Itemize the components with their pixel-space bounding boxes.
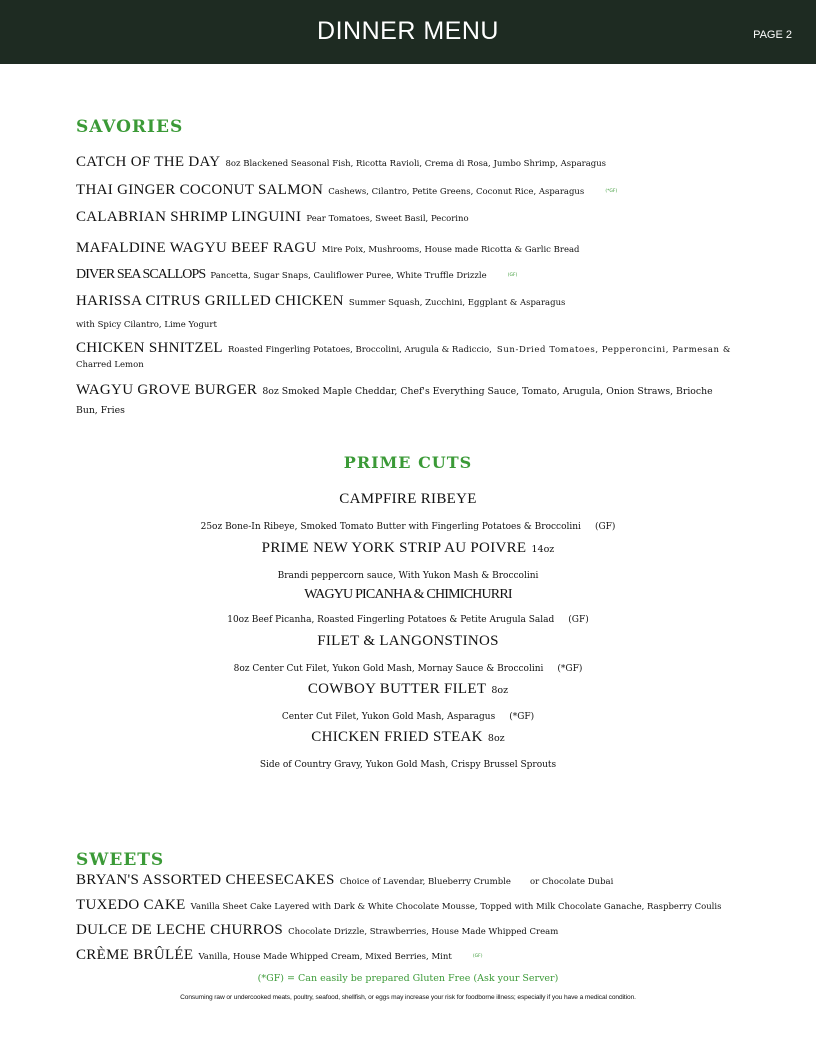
cut-heading xyxy=(0,537,816,557)
disclaimer: Consuming raw or undercooked meats, poultry, seafood, shellfish, or eggs may increase your risk for foodborne illness; especially if you have a medical condition. xyxy=(180,994,636,1001)
cut-line xyxy=(0,607,816,626)
item-name: MAFALDINE WAGYU BEEF RAGU xyxy=(76,240,317,256)
menu-item xyxy=(76,208,726,227)
menu-item xyxy=(76,946,726,965)
cut-desc: 8oz Center Cut Filet, Yukon Gold Mash, Mornay Sauce & Broccolini xyxy=(233,664,544,674)
cut-line xyxy=(0,704,816,723)
cut-heading xyxy=(0,726,816,746)
item-desc: Cashews, Cilantro, Petite Greens, Coconut Rice, Asparagus xyxy=(328,187,585,197)
menu-item xyxy=(76,153,726,172)
menu-item xyxy=(76,265,726,284)
menu-item xyxy=(76,239,726,258)
item-desc: Charred Lemon xyxy=(76,360,144,370)
menu-item xyxy=(76,871,726,890)
cut-name: CHICKEN FRIED STEAK xyxy=(311,729,483,745)
item-desc: Sun-Dried Tomatoes, Pepperoncini, Parmesan & xyxy=(496,345,732,355)
savories-title: SAVORIES xyxy=(76,117,184,137)
item-name: DULCE DE LECHE CHURROS xyxy=(76,922,284,938)
cut-heading xyxy=(0,488,816,508)
cut-heading xyxy=(0,583,816,603)
item-name: CALABRIAN SHRIMP LINGUINI xyxy=(76,209,302,225)
menu-item xyxy=(76,181,726,200)
item-desc: or Chocolate Dubai xyxy=(529,877,614,887)
cut-line xyxy=(0,752,816,771)
gf-marker: (GF) xyxy=(507,273,518,278)
item-name: CATCH OF THE DAY xyxy=(76,154,221,170)
gf-marker: (*GF) xyxy=(557,664,583,674)
item-desc: Roasted Fingerling Potatoes, Broccolini, Arugula & Radiccio, xyxy=(227,345,492,355)
cut-line xyxy=(0,656,816,675)
cut-name: FILET & LANGONSTINOS xyxy=(317,633,499,649)
menu-item xyxy=(76,341,736,371)
item-desc: Vanilla Sheet Cake Layered with Dark & White Chocolate Mousse, Topped with Milk Chocolate Ganache, Raspberry Coulis xyxy=(190,902,722,912)
item-name: CHICKEN SHNITZEL xyxy=(76,340,223,356)
item-desc: Summer Squash, Zucchini, Eggplant & Asparagus xyxy=(348,298,566,308)
cut-line xyxy=(0,514,816,533)
sweets-title: SWEETS xyxy=(76,850,165,870)
menu-item xyxy=(76,896,756,915)
item-desc: Mire Poix, Mushrooms, House made Ricotta & Garlic Bread xyxy=(321,245,580,255)
prime-cuts-title: PRIME CUTS xyxy=(343,453,473,472)
cut-oz: 8oz xyxy=(487,733,505,744)
gf-marker: (*GF) xyxy=(605,189,618,194)
item-desc: 8oz Blackened Seasonal Fish, Ricotta Ravioli, Crema di Rosa, Jumbo Shrimp, Asparagus xyxy=(225,159,607,169)
gf-note-line xyxy=(0,966,816,985)
item-desc: Choice of Lavendar, Blueberry Crumble xyxy=(339,877,511,887)
item-name: BRYAN'S ASSORTED CHEESECAKES xyxy=(76,872,335,888)
cut-desc: Brandi peppercorn sauce, With Yukon Mash & Broccolini xyxy=(277,571,539,581)
item-name: HARISSA CITRUS GRILLED CHICKEN xyxy=(76,293,344,309)
cut-desc: 25oz Bone-In Ribeye, Smoked Tomato Butter with Fingerling Potatoes & Broccolini xyxy=(200,522,581,532)
header-banner xyxy=(0,0,816,64)
cut-name: CAMPFIRE RIBEYE xyxy=(339,491,477,507)
disclaimer-line xyxy=(0,984,816,1003)
item-desc: Chocolate Drizzle, Strawberries, House Made Whipped Cream xyxy=(288,927,559,937)
menu-item xyxy=(76,921,726,940)
cut-desc: Center Cut Filet, Yukon Gold Mash, Asparagus xyxy=(281,712,496,722)
cut-heading xyxy=(0,678,816,698)
item-desc: 8oz Smoked Maple Cheddar, Chef's Everything Sauce, Tomato, Arugula, Onion Straws, Brioche Bun, Fries xyxy=(76,386,713,416)
gf-note: (*GF) = Can easily be prepared Gluten Free (Ask your Server) xyxy=(257,973,559,984)
item-name: TUXEDO CAKE xyxy=(76,897,186,913)
cut-line xyxy=(0,563,816,582)
item-desc: Pancetta, Sugar Snaps, Cauliflower Puree, White Truffle Drizzle xyxy=(210,271,487,281)
cut-oz: 14oz xyxy=(531,544,555,555)
item-name: CRÈME BRÛLÉE xyxy=(76,947,194,963)
item-desc: Vanilla, House Made Whipped Cream, Mixed Berries, Mint xyxy=(198,952,452,962)
cut-heading xyxy=(0,630,816,650)
item-desc: Pear Tomatoes, Sweet Basil, Pecorino xyxy=(306,214,469,224)
cut-name: PRIME NEW YORK STRIP AU POIVRE xyxy=(261,540,527,556)
gf-marker: (GF) xyxy=(594,522,616,532)
cut-name: WAGYU PICANHA & CHIMICHURRI xyxy=(304,587,512,602)
cut-desc: Side of Country Gravy, Yukon Gold Mash, Crispy Brussel Sprouts xyxy=(259,760,557,770)
cut-oz: 8oz xyxy=(491,685,509,696)
item-name: DIVER SEA SCALLOPS xyxy=(76,267,206,282)
item-name: WAGYU GROVE BURGER xyxy=(76,382,258,398)
menu-item xyxy=(76,292,726,311)
menu-title: DINNER MENU xyxy=(317,17,499,45)
gf-marker: (GF) xyxy=(568,615,589,625)
menu-item xyxy=(76,381,736,419)
item-desc-continued: with Spicy Cilantro, Lime Yogurt xyxy=(76,320,217,330)
item-name: THAI GINGER COCONUT SALMON xyxy=(76,182,324,198)
gf-marker: (*GF) xyxy=(509,712,535,722)
cut-name: COWBOY BUTTER FILET xyxy=(307,681,487,697)
gf-marker: (GF) xyxy=(472,954,483,959)
page-number: PAGE 2 xyxy=(753,29,792,41)
cut-desc: 10oz Beef Picanha, Roasted Fingerling Potatoes & Petite Arugula Salad xyxy=(227,615,555,625)
